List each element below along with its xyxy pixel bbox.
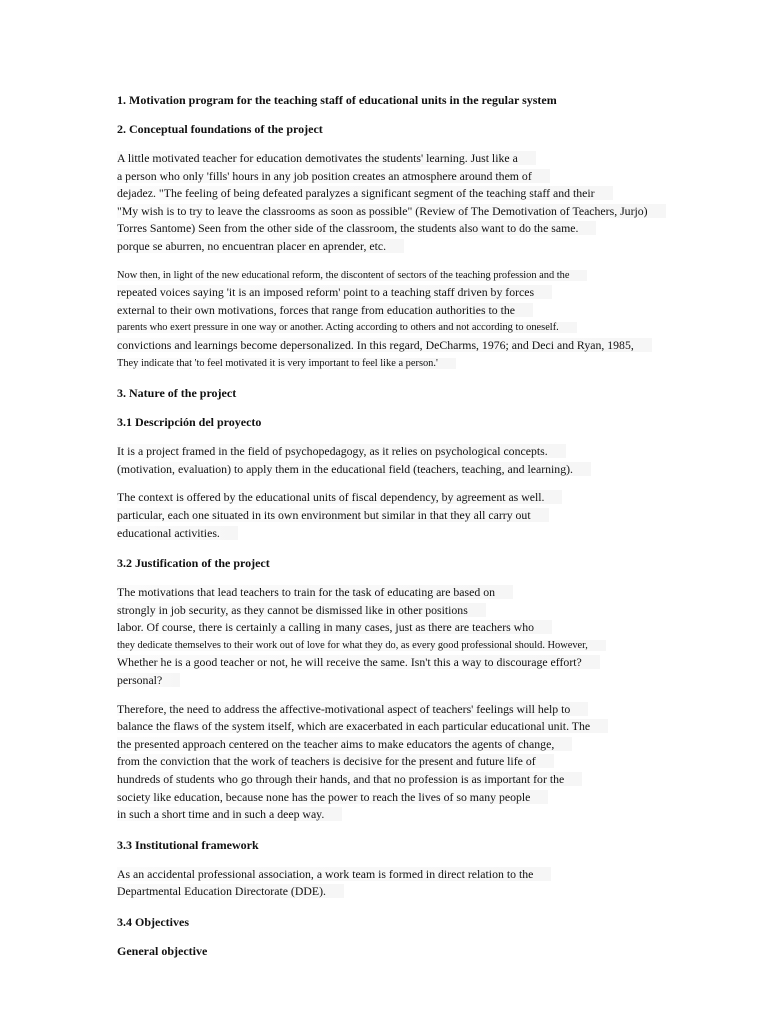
text-line: Therefore, the need to address the affective-motivational aspect of teachers' feelings will help to: [117, 702, 588, 716]
text-line: Now then, in light of the new educational reform, the discontent of sectors of the teaching profession and the: [117, 270, 587, 281]
heading-objectives: 3.4 Objectives: [117, 915, 189, 929]
paragraph-intro: [117, 150, 677, 256]
paragraph-association: [117, 866, 677, 901]
heading-motivation-program: 1. Motivation program for the teaching staff of educational units in the regular system: [117, 93, 557, 107]
text-line: Departmental Education Directorate (DDE).: [117, 884, 344, 898]
text-line: particular, each one situated in its own environment but similar in that they all carry out: [117, 508, 549, 522]
text-line: the presented approach centered on the teacher aims to make educators the agents of change,: [117, 737, 572, 751]
text-line: The motivations that lead teachers to train for the task of educating are based on: [117, 585, 513, 599]
text-line: convictions and learnings become depersonalized. In this regard, DeCharms, 1976; and Deci and Ryan, 1985,: [117, 338, 652, 352]
text-line: The context is offered by the educational units of fiscal dependency, by agreement as well.: [117, 490, 562, 504]
text-line: society like education, because none has the power to reach the lives of so many people: [117, 790, 548, 804]
text-line: external to their own motivations, forces that range from education authorities to the: [117, 303, 533, 317]
text-line: strongly in job security, as they cannot be dismissed like in other positions: [117, 603, 486, 617]
text-line: in such a short time and in such a deep way.: [117, 807, 342, 821]
text-line: porque se aburren, no encuentran placer en aprender, etc.: [117, 239, 404, 253]
text-line: repeated voices saying 'it is an imposed reform' point to a teaching staff driven by forces: [117, 285, 552, 299]
paragraph-psychopedagogy: [117, 443, 677, 478]
text-line: "My wish is to try to leave the classrooms as soon as possible" (Review of The Demotivation of Teachers, Jurjo): [117, 204, 666, 218]
text-line: Torres Santome) Seen from the other side of the classroom, the students also want to do the same.: [117, 221, 596, 235]
text-line: As an accidental professional association, a work team is formed in direct relation to the: [117, 867, 551, 881]
text-line: Whether he is a good teacher or not, he will receive the same. Isn't this a way to discourage effort?: [117, 655, 600, 669]
paragraph-context: [117, 489, 677, 542]
paragraph-motivations: [117, 584, 677, 690]
text-line: educational activities.: [117, 526, 238, 540]
paragraph-reform: [117, 267, 677, 373]
heading-nature: 3. Nature of the project: [117, 386, 237, 401]
paragraph-affective: [117, 701, 677, 824]
text-line: they dedicate themselves to their work out of love for what they do, as every good professional should. However,: [117, 640, 606, 651]
heading-institutional-framework: 3.3 Institutional framework: [117, 837, 259, 852]
text-line: parents who exert pressure in one way or another. Acting according to others and not according to oneself.: [117, 322, 577, 333]
text-line: dejadez. "The feeling of being defeated paralyzes a significant segment of the teaching staff and their: [117, 186, 613, 200]
heading-justification: 3.2 Justification of the project: [117, 556, 270, 571]
heading-conceptual-foundations: 2. Conceptual foundations of the project: [117, 122, 323, 136]
text-line: personal?: [117, 673, 180, 687]
text-line: from the conviction that the work of teachers is decisive for the present and future life of: [117, 754, 554, 768]
heading-description: 3.1 Descripción del proyecto: [117, 415, 262, 430]
document-body: [117, 92, 677, 959]
text-line: (motivation, evaluation) to apply them in the educational field (teachers, teaching, and learning).: [117, 462, 591, 476]
text-line: balance the flaws of the system itself, which are exacerbated in each particular educational unit. The: [117, 719, 608, 733]
text-line: A little motivated teacher for education demotivates the students' learning. Just like a: [117, 151, 536, 165]
text-line: It is a project framed in the field of psychopedagogy, as it relies on psychological concepts.: [117, 444, 566, 458]
text-line: They indicate that 'to feel motivated it is very important to feel like a person.': [117, 358, 456, 369]
text-line: hundreds of students who go through their hands, and that no profession is as important for the: [117, 772, 582, 786]
heading-general-objective: General objective: [117, 944, 208, 958]
text-line: labor. Of course, there is certainly a calling in many cases, just as there are teachers who: [117, 620, 552, 634]
text-line: a person who only 'fills' hours in any job position creates an atmosphere around them of: [117, 169, 550, 183]
